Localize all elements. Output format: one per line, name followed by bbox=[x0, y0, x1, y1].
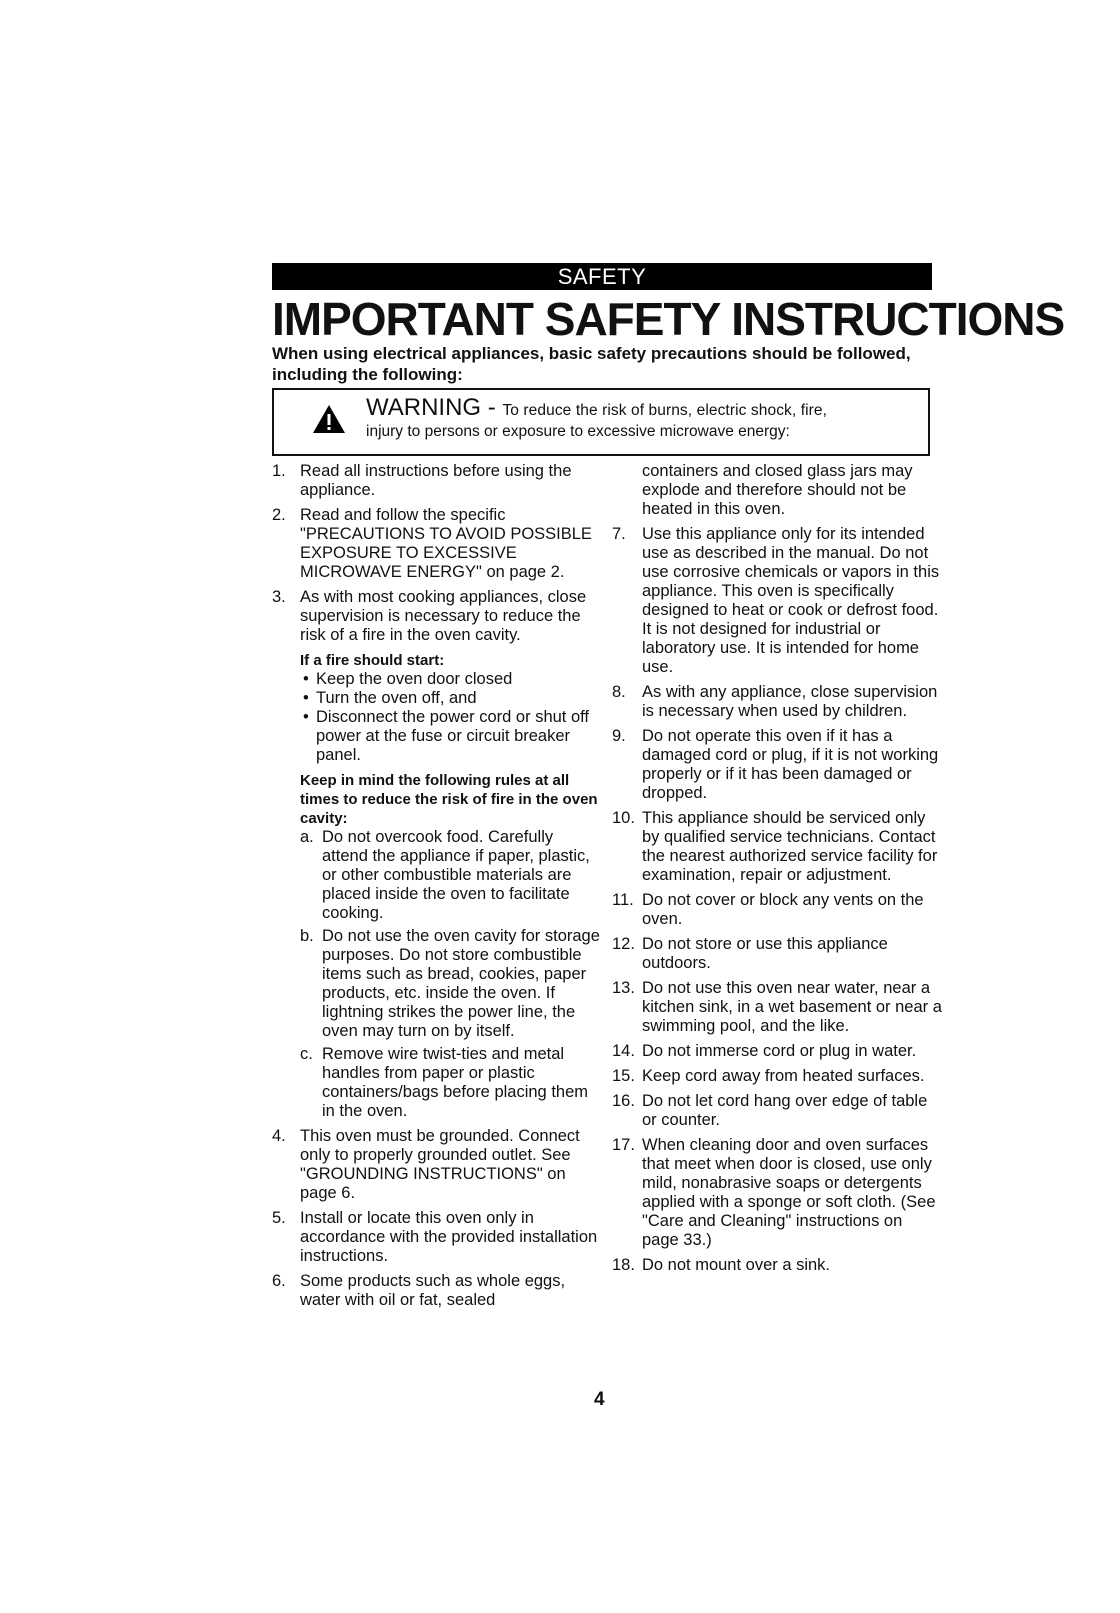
item-text: Do not store or use this appliance outdoors. bbox=[642, 935, 888, 972]
item-number: 7. bbox=[612, 525, 626, 543]
item-text: Use this appliance only for its intended use as described in the manual. Do not use corrosive chemicals or vapors in this appliance. This oven is specifically designed to heat or cook or defrost food. It is not designed for industrial or laboratory use. It is intended for home use. bbox=[642, 525, 940, 676]
item-number: 17. bbox=[612, 1136, 635, 1154]
bullet-text: Keep the oven door closed bbox=[316, 670, 513, 688]
warning-heading bbox=[366, 394, 827, 425]
bullet-icon: • bbox=[303, 689, 309, 707]
item-continuation: containers and closed glass jars may explode and therefore should not be heated in this oven. bbox=[642, 462, 913, 518]
item-text: Read all instructions before using the appliance. bbox=[300, 462, 572, 499]
right-column bbox=[612, 462, 942, 1281]
list-item bbox=[612, 1042, 942, 1061]
item-number: 14. bbox=[612, 1042, 635, 1060]
list-item bbox=[272, 1272, 602, 1310]
item-text: As with most cooking appliances, close supervision is necessary to reduce the risk of a fire in the oven cavity. bbox=[300, 588, 587, 644]
list-item bbox=[612, 1092, 942, 1130]
list-item bbox=[612, 979, 942, 1036]
page-number: 4 bbox=[594, 1389, 605, 1410]
item-number: 4. bbox=[272, 1127, 286, 1145]
item-text: Do not operate this oven if it has a damaged cord or plug, if it is not working properly or if it has been damaged or dropped. bbox=[642, 727, 939, 802]
item-number: 5. bbox=[272, 1209, 286, 1227]
item-number: 13. bbox=[612, 979, 635, 997]
list-item bbox=[612, 727, 942, 803]
list-item bbox=[612, 891, 942, 929]
section-banner: SAFETY bbox=[272, 263, 932, 290]
list-item bbox=[272, 1127, 602, 1203]
list-item bbox=[612, 683, 942, 721]
item-text: When cleaning door and oven surfaces that meet when door is closed, use only mild, nonabrasive soaps or detergents applied with a sponge or soft cloth. (See "Care and Cleaning" instructions on page 33.) bbox=[642, 1136, 936, 1249]
warning-line-2: injury to persons or exposure to excessive microwave energy: bbox=[366, 423, 790, 440]
left-column bbox=[272, 462, 602, 1316]
sub-item bbox=[300, 927, 602, 1041]
item-text: Some products such as whole eggs, water with oil or fat, sealed bbox=[300, 1272, 566, 1309]
item-number: 3. bbox=[272, 588, 286, 606]
bullet-text: Disconnect the power cord or shut off power at the fuse or circuit breaker panel. bbox=[316, 708, 590, 764]
list-item bbox=[272, 506, 602, 582]
sub-letter: b. bbox=[300, 927, 314, 945]
item-text: Read and follow the specific "PRECAUTIONS TO AVOID POSSIBLE EXPOSURE TO EXCESSIVE MICROWAVE ENERGY" on page 2. bbox=[300, 506, 592, 581]
sub-text: Remove wire twist-ties and metal handles from paper or plastic containers/bags before placing them in the oven. bbox=[322, 1045, 588, 1120]
item-number: 9. bbox=[612, 727, 626, 745]
bullet-icon: • bbox=[303, 670, 309, 688]
item-text: Install or locate this oven only in accordance with the provided installation instructions. bbox=[300, 1209, 598, 1265]
item-number: 16. bbox=[612, 1092, 635, 1110]
list-item bbox=[272, 588, 602, 1121]
fire-heading: If a fire should start: bbox=[300, 652, 445, 669]
list-item bbox=[612, 1067, 942, 1086]
list-item bbox=[272, 1209, 602, 1266]
warning-triangle-icon bbox=[312, 404, 346, 434]
list-item bbox=[612, 935, 942, 973]
rules-heading: Keep in mind the following rules at all times to reduce the risk of fire in the oven cavity: bbox=[300, 772, 598, 827]
list-item bbox=[612, 809, 942, 885]
item-number: 2. bbox=[272, 506, 286, 524]
sub-item bbox=[300, 828, 602, 923]
sub-text: Do not use the oven cavity for storage purposes. Do not store combustible items such as bread, cookies, paper products, etc. inside the oven. If lightning strikes the power line, the oven may turn on by itself. bbox=[322, 927, 600, 1040]
item-number: 18. bbox=[612, 1256, 635, 1274]
bullet-item bbox=[300, 670, 602, 689]
item-number: 11. bbox=[612, 891, 634, 909]
warning-line-1: To reduce the risk of burns, electric shock, fire, bbox=[502, 402, 828, 419]
list-item bbox=[612, 1256, 942, 1275]
item-text: Do not let cord hang over edge of table or counter. bbox=[642, 1092, 928, 1129]
bullet-text: Turn the oven off, and bbox=[316, 689, 477, 707]
sub-letter: a. bbox=[300, 828, 314, 846]
list-item bbox=[272, 462, 602, 500]
sub-text: Do not overcook food. Carefully attend the appliance if paper, plastic, or other combustible materials are placed inside the oven to facilitate cooking. bbox=[322, 828, 590, 922]
sub-letter: c. bbox=[300, 1045, 313, 1063]
item-text: As with any appliance, close supervision is necessary when used by children. bbox=[642, 683, 938, 720]
item-number: 15. bbox=[612, 1067, 635, 1085]
item-number: 1. bbox=[272, 462, 286, 480]
item-text: Keep cord away from heated surfaces. bbox=[642, 1067, 925, 1085]
bullet-item bbox=[300, 689, 602, 708]
intro-text: When using electrical appliances, basic safety precautions should be followed, including the following: bbox=[272, 344, 911, 384]
list-item bbox=[612, 1136, 942, 1250]
item-text: Do not mount over a sink. bbox=[642, 1256, 831, 1274]
item-number: 6. bbox=[272, 1272, 286, 1290]
item-text: Do not immerse cord or plug in water. bbox=[642, 1042, 917, 1060]
sub-item bbox=[300, 1045, 602, 1121]
page-title: IMPORTANT SAFETY INSTRUCTIONS bbox=[272, 293, 1065, 345]
item-text: Do not cover or block any vents on the oven. bbox=[642, 891, 924, 928]
item-text: This oven must be grounded. Connect only to properly grounded outlet. See "GROUNDING INSTRUCTIONS" on page 6. bbox=[300, 1127, 580, 1202]
bullet-icon: • bbox=[303, 708, 309, 726]
item-text: Do not use this oven near water, near a kitchen sink, in a wet basement or near a swimming pool, and the like. bbox=[642, 979, 942, 1035]
item-number: 8. bbox=[612, 683, 626, 701]
list-item bbox=[612, 525, 942, 677]
warning-box bbox=[272, 388, 930, 456]
item-number: 12. bbox=[612, 935, 635, 953]
bullet-item bbox=[300, 708, 602, 765]
item-number: 10. bbox=[612, 809, 635, 827]
item-text: This appliance should be serviced only by qualified service technicians. Contact the nearest authorized service facility for examination, repair or adjustment. bbox=[642, 809, 938, 884]
warning-label: WARNING - bbox=[366, 394, 496, 421]
